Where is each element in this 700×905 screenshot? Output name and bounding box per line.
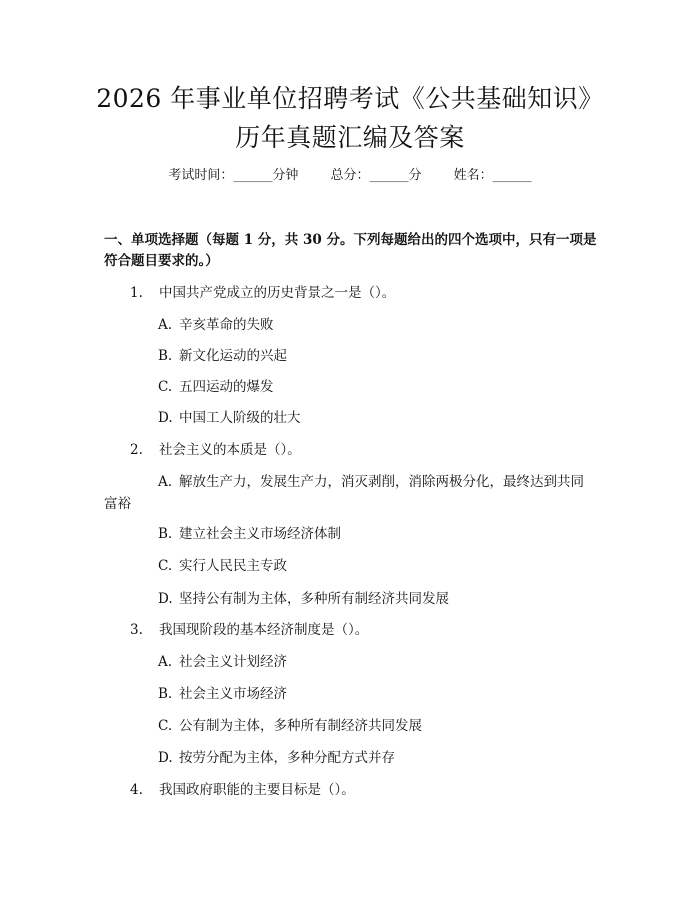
question-number: 3. xyxy=(130,622,143,638)
option-key: C. xyxy=(158,558,173,574)
name-field: 姓名：______ xyxy=(453,168,532,183)
question-1-option-d xyxy=(158,408,301,428)
question-2 xyxy=(130,440,301,460)
option-key: B. xyxy=(158,686,173,702)
option-text: 公有制为主体，多种所有制经济共同发展 xyxy=(179,718,422,734)
option-text: 五四运动的爆发 xyxy=(179,379,274,395)
section-heading-line2: 符合题目要求的。） xyxy=(104,253,219,269)
option-key: A. xyxy=(158,474,173,490)
option-key: C. xyxy=(158,379,173,395)
question-1-option-a xyxy=(158,315,274,335)
document-title-line2: 历年真题汇编及答案 xyxy=(235,123,465,152)
option-text: 新文化运动的兴起 xyxy=(179,348,287,364)
question-3-option-c xyxy=(158,716,422,736)
question-2-option-d xyxy=(158,589,449,609)
option-text: 社会主义计划经济 xyxy=(179,654,287,670)
option-text: 实行人民民主专政 xyxy=(179,558,287,574)
option-text: 按劳分配为主体，多种分配方式并存 xyxy=(179,750,395,766)
question-4 xyxy=(130,780,355,800)
option-key: D. xyxy=(158,410,173,426)
option-text: 解放生产力，发展生产力，消灭剥削，消除两极分化，最终达到共同 xyxy=(179,474,584,490)
question-1 xyxy=(130,283,395,303)
question-number: 4. xyxy=(130,782,143,798)
option-key: B. xyxy=(158,526,173,542)
option-text: 辛亥革命的失败 xyxy=(179,317,274,333)
question-2-option-a xyxy=(158,472,584,492)
option-text: 中国工人阶级的壮大 xyxy=(179,410,301,426)
option-key: D. xyxy=(158,591,173,607)
question-3-option-d xyxy=(158,748,395,768)
question-text: 我国政府职能的主要目标是（）。 xyxy=(159,782,355,798)
question-2-option-c xyxy=(158,556,287,576)
option-key: A. xyxy=(158,317,173,333)
option-key: A. xyxy=(158,654,173,670)
option-text: 坚持公有制为主体，多种所有制经济共同发展 xyxy=(179,591,449,607)
exam-time-field: 考试时间：______分钟 xyxy=(168,168,299,183)
exam-meta xyxy=(0,166,700,186)
question-text: 社会主义的本质是（）。 xyxy=(159,442,301,458)
option-key: D. xyxy=(158,750,173,766)
question-2-option-b xyxy=(158,524,341,544)
total-score-field: 总分：______分 xyxy=(330,168,422,183)
question-3 xyxy=(130,620,368,640)
question-number: 1. xyxy=(130,285,143,301)
question-3-option-a xyxy=(158,652,287,672)
option-text: 建立社会主义市场经济体制 xyxy=(179,526,341,542)
document-title-line1: 2026 年事业单位招聘考试《公共基础知识》 xyxy=(96,84,604,113)
section-heading-line1: 一、单项选择题（每题 1 分，共 30 分。下列每题给出的四个选项中，只有一项是 xyxy=(104,232,597,248)
question-1-option-c xyxy=(158,377,274,397)
option-key: C. xyxy=(158,718,173,734)
option-text: 社会主义市场经济 xyxy=(179,686,287,702)
question-3-option-b xyxy=(158,684,287,704)
question-2-option-a-continuation: 富裕 xyxy=(104,496,131,512)
option-key: B. xyxy=(158,348,173,364)
question-number: 2. xyxy=(130,442,143,458)
question-1-option-b xyxy=(158,346,287,366)
question-text: 我国现阶段的基本经济制度是（）。 xyxy=(159,622,369,638)
question-text: 中国共产党成立的历史背景之一是（）。 xyxy=(159,285,396,301)
